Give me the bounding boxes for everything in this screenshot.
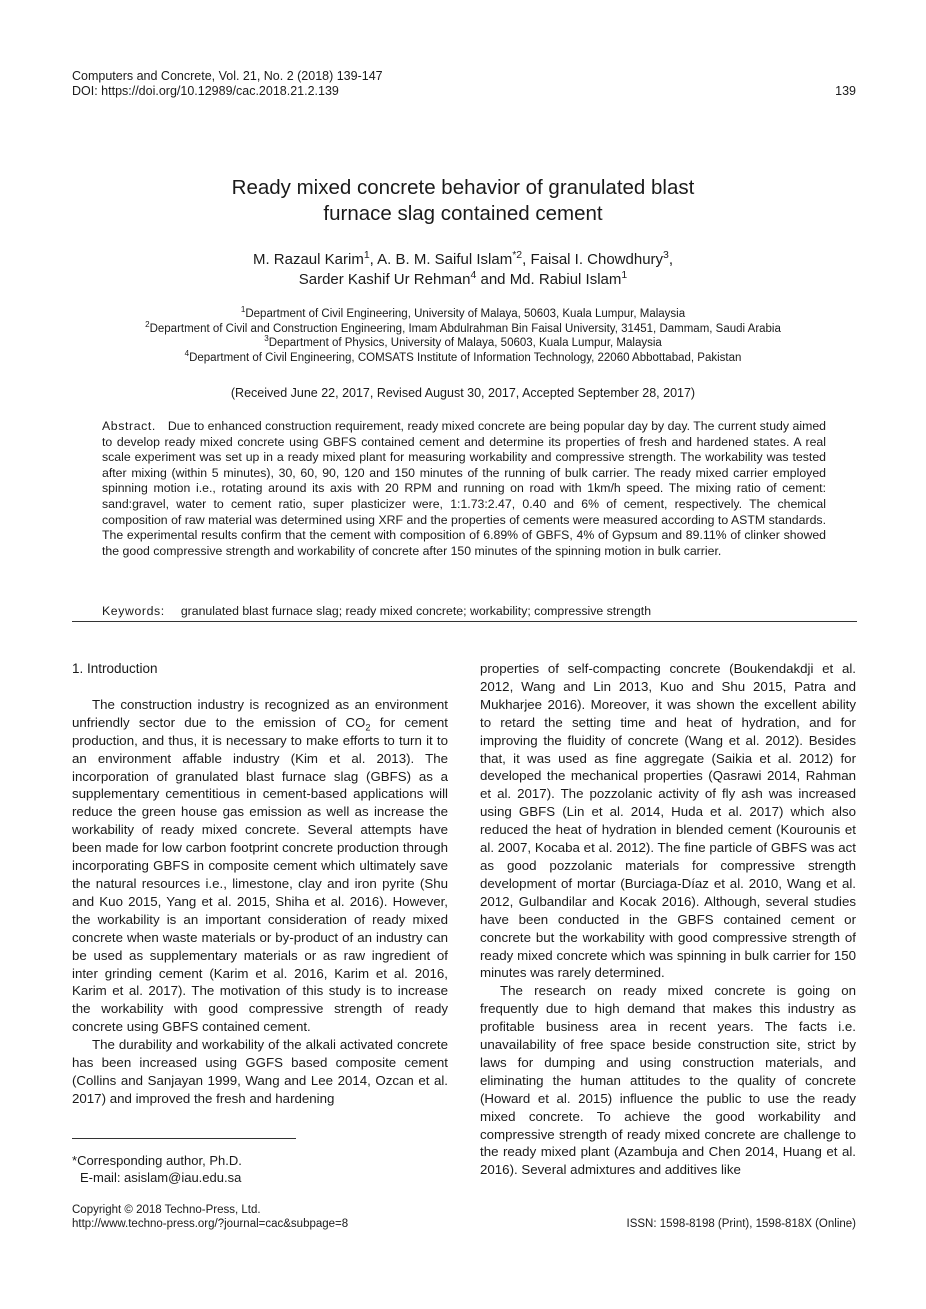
paragraph xyxy=(72,696,448,1036)
abstract xyxy=(102,419,826,559)
column-right xyxy=(480,660,856,1179)
section-heading: 1. Introduction xyxy=(72,661,158,676)
affiliation-text: Department of Civil Engineering, COMSATS Institute of Information Technology, 22060 Abbottabad, Pakistan xyxy=(189,351,742,364)
keywords xyxy=(102,604,651,618)
author-list xyxy=(0,250,926,290)
author-name: , A. B. M. Saiful Islam xyxy=(369,251,513,268)
author-line-2 xyxy=(0,270,926,290)
footnote-email: E-mail: asislam@iau.edu.sa xyxy=(80,1170,242,1185)
author-sup: 1 xyxy=(621,269,628,281)
author-sup: 4 xyxy=(470,269,477,281)
affiliation-num: 2 xyxy=(145,319,150,329)
doi-link[interactable]: DOI: https://doi.org/10.12989/cac.2018.21.2.139 xyxy=(72,84,339,98)
paper-title xyxy=(0,175,926,227)
issn: ISSN: 1598-8198 (Print), 1598-818X (Online) xyxy=(626,1218,856,1230)
author-sup: 1 xyxy=(363,249,370,261)
author-sup: 3 xyxy=(663,249,669,261)
author-name: and Md. Rabiul Islam xyxy=(476,271,622,288)
affiliation-num: 4 xyxy=(184,348,190,358)
author-separator: , xyxy=(668,251,674,268)
copyright: Copyright © 2018 Techno-Press, Ltd. xyxy=(72,1204,261,1216)
paragraph: The research on ready mixed concrete is going on frequently due to high demand that makes this industry as profitable business area in recent years. The facts i.e. unavailability of free space beside construction site, strict by laws for dumping and using construction materials, and eliminating the human attitudes to the quality of concrete (Howard et al. 2015) influence the public to use the ready mixed concrete. To achieve the good workability and compressive strength of ready mixed concrete are challenge to the ready mixed plant (Azambuja and Chen 2014, Huang et al. 2016). Several admixtures and additives like xyxy=(480,983,856,1178)
affiliation-text: Department of Civil and Construction Engineering, Imam Abdulrahman Bin Faisal University, 31451, Dammam, Saudi Arabia xyxy=(149,322,781,335)
paragraph: properties of self-compacting concrete (Boukendakdji et al. 2012, Wang and Lin 2013, Kuo and Shu 2015, Patra and Mukharjee 2016). Moreover, it was shown the excellent ability to retard the setting time and heat of hydration, and for improving the fluidity of concrete (Wang et al. 2012). Besides that, it was used as fine aggregate (Saikia et al. 2012) for developed the mechanical properties (Qasrawi 2014, Rahman et al. 2017). The pozzolanic activity of fly ash was increased using GBFS (Lin et al. 2014, Huda et al. 2017) which also reduced the heat of hydration in blended cement (Kourounis et al. 2007, Kocaba et al. 2012). The fine particle of GBFS was act as good pozzolanic materials for compressive strength development of mortar (Burciaga-Díaz et al. 2010, Wang et al. 2012, Gulbandilar and Kocak 2016). Although, several studies have been conducted in the GBFS contained cement or concrete but the workability with good compressive strength of ready mixed concrete which was spinning in bulk carrier for 150 minutes was rarely determined. xyxy=(480,661,856,981)
affiliation-2 xyxy=(0,319,926,337)
subscript: 2 xyxy=(365,722,371,733)
affiliation-num: 3 xyxy=(264,334,269,344)
author-line-1 xyxy=(0,250,926,270)
abstract-text: Due to enhanced construction requirement, ready mixed concrete are being popular day by day. The current study aimed to develop ready mixed concrete using GBFS contained cement and determine its properties of fresh and hardened states. A real scale experiment was set up in a ready mixed plant for measuring workability and compressive strength. The workability was tested after mixing (within 5 minutes), 30, 60, 90, 120 and 150 minutes of the running of bulk carrier. The ready mixed carrier employed spinning motion i.e., rotating around its axis with 20 RPM and running on road with 1km/h speed. The mixing ratio of cement: sand:gravel, water to cement ratio, super plasticizer were, 1:1.73:2.47, 0.40 and 6% of cement, respectively. The chemical composition of raw material was determined using XRF and the properties of cements were measured according to ASTM standards. The experimental results confirm that the cement with composition of 6.89% of GBFS, 4% of Gypsum and 89.11% of clinker showed the good compressive strength and workability of concrete after 150 minutes of the spinning motion in bulk carrier. xyxy=(102,419,826,558)
footnote-mark: * xyxy=(72,1153,78,1168)
author-name: M. Razaul Karim xyxy=(252,251,364,268)
keywords-label: Keywords: xyxy=(102,604,165,618)
paragraph: The durability and workability of the alkali activated concrete has been increased using GGFS based composite cement (Collins and Sanjayan 1999, Wang and Lee 2014, Ozcan et al. 2017) and improved the fresh and hardening xyxy=(72,1037,448,1106)
received-dates: (Received June 22, 2017, Revised August 30, 2017, Accepted September 28, 2017) xyxy=(230,386,696,400)
author-name: Sarder Kashif Ur Rehman xyxy=(298,271,471,288)
journal-citation: Computers and Concrete, Vol. 21, No. 2 (2018) 139-147 xyxy=(72,69,383,83)
affiliation-4 xyxy=(0,348,926,366)
author-sup: *2 xyxy=(512,249,523,261)
column-left xyxy=(72,660,448,1108)
keywords-text: granulated blast furnace slag; ready mixed concrete; workability; compressive strength xyxy=(180,604,652,618)
affiliations xyxy=(0,307,926,365)
affiliation-1 xyxy=(0,307,926,322)
footnote xyxy=(72,1152,242,1186)
title-line-2: furnace slag contained cement xyxy=(323,202,603,225)
affiliation-3 xyxy=(0,336,926,351)
footer-url[interactable]: http://www.techno-press.org/?journal=cac&subpage=8 xyxy=(72,1217,349,1230)
footnote-line-1 xyxy=(72,1152,242,1169)
affiliation-text: Department of Physics, University of Malaya, 50603, Kuala Lumpur, Malaysia xyxy=(268,337,662,349)
footnote-divider xyxy=(72,1138,296,1139)
abstract-label: Abstract. xyxy=(102,419,156,433)
page-number: 139 xyxy=(835,84,856,98)
footnote-text: Corresponding author, Ph.D. xyxy=(77,1153,242,1168)
paragraph-text: The construction industry is recognized as an environment unfriendly sector due to the emission of CO xyxy=(72,696,448,730)
affiliation-text: Department of Civil Engineering, University of Malaya, 50603, Kuala Lumpur, Malaysia xyxy=(245,308,686,320)
section-divider xyxy=(72,621,857,622)
paragraph-text: for cement production, and thus, it is necessary to make efforts to turn it to an environment affable industry (Kim et al. 2013). The incorporation of granulated blast furnace slag (GBFS) as a supplementary cementitious in cement-based applications will reduce the green house gas emission as well as increase the workability of ready mixed concrete. Several attempts have been made for low carbon footprint concrete production through incorporating GBFS in composite cement which ultimately save the natural resources i.e., limestone, clay and iron pyrite (Shu and Kuo 2015, Yang et al. 2015, Shiha et al. 2016). However, the workability is an important consideration of ready mixed concrete when waste materials or by-product of an industry can be used as supplementary materials or as raw ingredient of inter grinding cement (Karim et al. 2016, Karim et al. 2016, Karim et al. 2017). The motivation of this study is to increase the workability with good compressive strength of ready concrete using GBFS contained cement. xyxy=(72,714,448,1035)
author-name: , Faisal I. Chowdhury xyxy=(522,251,664,268)
footer-left xyxy=(72,1204,348,1231)
affiliation-num: 1 xyxy=(240,305,246,315)
title-line-1: Ready mixed concrete behavior of granulated blast xyxy=(231,176,695,199)
